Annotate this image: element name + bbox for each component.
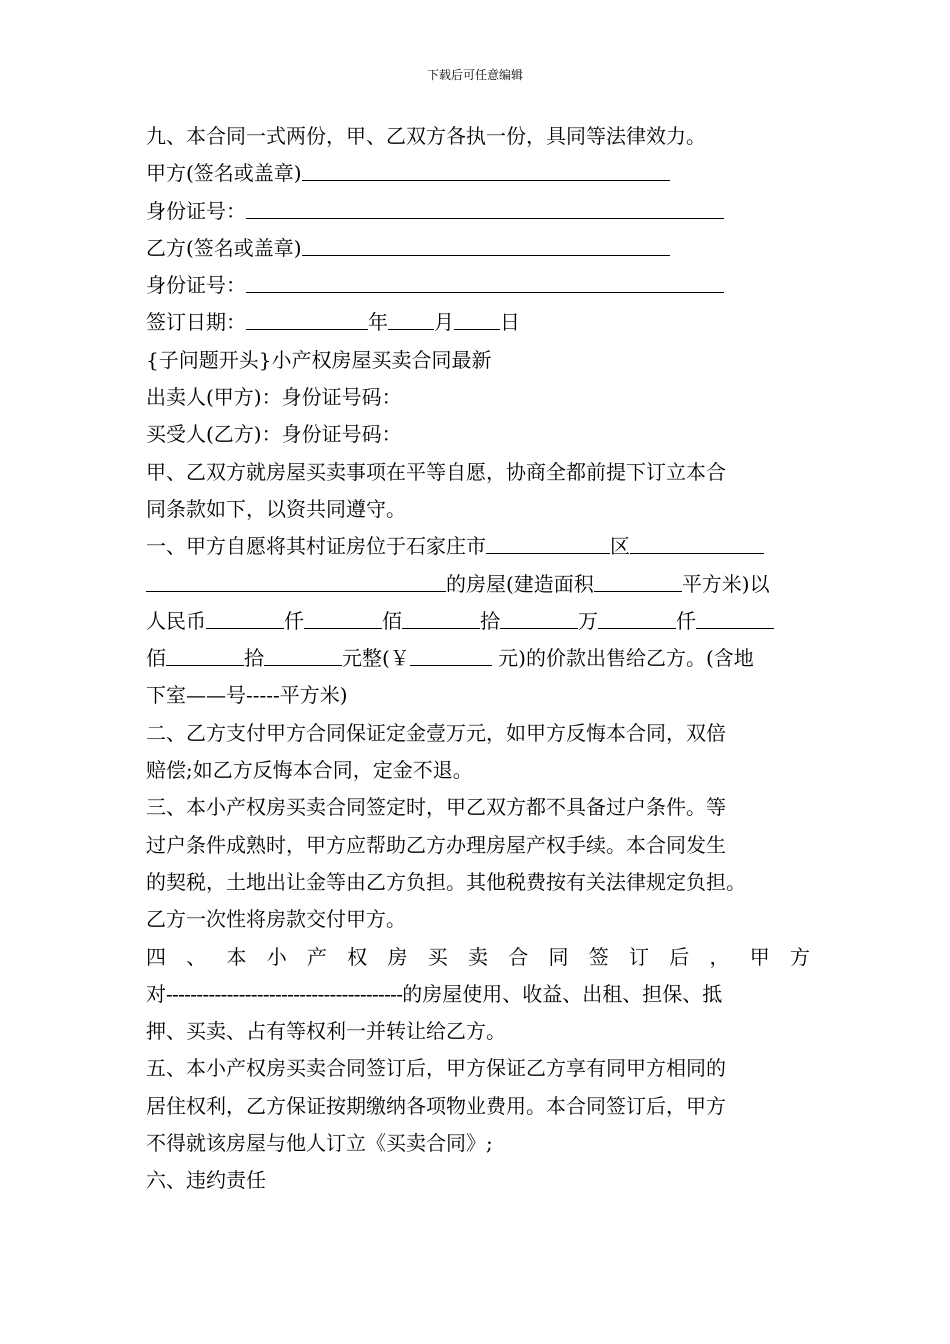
clause-three-line-3: 的契税，土地出让金等由乙方负担。其他税费按有关法律规定负担。	[146, 869, 746, 894]
address-blank[interactable]	[146, 569, 446, 592]
area-label: 的房屋(建造面积	[446, 571, 594, 596]
amount-blank-1[interactable]	[206, 606, 284, 629]
clause-five-line-1: 五、本小产权房买卖合同签订后，甲方保证乙方享有同甲方相同的	[146, 1056, 726, 1081]
district-label: 区	[610, 534, 630, 559]
city-blank[interactable]	[486, 531, 610, 554]
party-b-id-blank[interactable]	[246, 270, 724, 293]
sign-date-line	[146, 304, 810, 341]
clause-five-line-3: 不得就该房屋与他人订立《买卖合同》;	[146, 1131, 493, 1156]
clause-one-line-1	[146, 528, 810, 565]
unit-shi-2: 拾	[244, 646, 264, 671]
seller-line: 出卖人(甲方)：身份证号码：	[146, 385, 402, 410]
area-blank[interactable]	[594, 569, 682, 592]
unit-bai-1: 佰	[382, 608, 402, 633]
clause-one-line-3	[146, 603, 810, 640]
clause-four-line-2	[146, 976, 810, 1013]
amount-blank-6[interactable]	[696, 606, 774, 629]
preamble-line-1: 甲、乙双方就房屋买卖事项在平等自愿，协商全都前提下订立本合	[146, 459, 726, 484]
party-a-signature-line	[146, 155, 810, 192]
clause-one-line-4	[146, 640, 810, 677]
clause-three-line-1: 三、本小产权房买卖合同签定时，甲乙双方都不具备过户条件。等	[146, 795, 726, 820]
clause-three-line-4: 乙方一次性将房款交付甲方。	[146, 907, 406, 932]
unit-qian-1: 仟	[284, 608, 304, 633]
preamble-line-2: 同条款如下，以资共同遵守。	[146, 496, 406, 521]
clause-one-line-2	[146, 566, 810, 603]
unit-shi-1: 拾	[480, 608, 500, 633]
district-blank[interactable]	[630, 531, 764, 554]
yuan-label: 元整(￥	[342, 646, 410, 671]
price-sale-text: 元)的价款出售给乙方。(含地	[491, 646, 754, 671]
sign-date-label: 签订日期：	[146, 310, 246, 335]
amount-blank-2[interactable]	[304, 606, 382, 629]
contract-title: {子问题开头}小产权房屋买卖合同最新	[146, 347, 492, 372]
clause-four-line-1	[146, 939, 810, 976]
clause-four-line-3: 押、买卖、占有等权利一并转让给乙方。	[146, 1019, 506, 1044]
party-b-id-label: 身份证号：	[146, 273, 246, 298]
sign-day-blank[interactable]	[454, 307, 500, 330]
party-b-signature-blank[interactable]	[302, 233, 670, 256]
unit-qian-2: 仟	[676, 608, 696, 633]
contract-body	[146, 118, 810, 1200]
amount-blank-8[interactable]	[264, 643, 342, 666]
page-header-note: 下载后可任意编辑	[426, 68, 523, 82]
area-unit-label: 平方米)以	[681, 571, 770, 596]
buyer-line: 买受人(乙方)：身份证号码：	[146, 422, 402, 447]
clause-three-line-2: 过户条件成熟时，甲方应帮助乙方办理房屋产权手续。本合同发生	[146, 832, 726, 857]
party-a-signature-label: 甲方(签名或盖章)	[146, 161, 302, 186]
clause-two-line-1: 二、乙方支付甲方合同保证定金壹万元，如甲方反悔本合同，双倍	[146, 720, 726, 745]
month-label: 月	[434, 310, 454, 335]
clause-four-rights: 的房屋使用、收益、出租、担保、抵	[402, 981, 723, 1006]
amount-blank-4[interactable]	[500, 606, 578, 629]
unit-bai-2: 佰	[146, 646, 166, 671]
unit-wan: 万	[578, 608, 598, 633]
party-a-id-blank[interactable]	[246, 196, 724, 219]
clause-four-dui: 对	[146, 981, 166, 1006]
amount-numeric-blank[interactable]	[410, 643, 492, 666]
day-label: 日	[500, 310, 520, 335]
clause-four-dashes: ---------------------------------------	[166, 981, 403, 1006]
amount-blank-3[interactable]	[402, 606, 480, 629]
amount-blank-7[interactable]	[166, 643, 244, 666]
sign-month-blank[interactable]	[388, 307, 434, 330]
rmb-label: 人民币	[146, 608, 206, 633]
clause-six-heading: 六、违约责任	[146, 1168, 266, 1193]
party-a-id-label: 身份证号：	[146, 198, 246, 223]
party-b-signature-label: 乙方(签名或盖章)	[146, 235, 302, 260]
party-a-id-line	[146, 193, 810, 230]
sign-year-blank[interactable]	[246, 307, 368, 330]
clause-one-location-text: 一、甲方自愿将其村证房位于石家庄市	[146, 534, 486, 559]
party-a-signature-blank[interactable]	[302, 158, 670, 181]
year-label: 年	[368, 310, 388, 335]
party-b-id-line	[146, 267, 810, 304]
clause-two-line-2: 赔偿;如乙方反悔本合同，定金不退。	[146, 758, 473, 783]
party-b-signature-line	[146, 230, 810, 267]
clause-nine: 九、本合同一式两份，甲、乙双方各执一份，具同等法律效力。	[146, 124, 706, 148]
basement-line: 下室——号-----平方米)	[146, 683, 348, 708]
clause-four-text: 四、本小产权房买卖合同签订后，甲方	[146, 944, 810, 969]
clause-five-line-2: 居住权利，乙方保证按期缴纳各项物业费用。本合同签订后，甲方	[146, 1093, 726, 1118]
amount-blank-5[interactable]	[598, 606, 676, 629]
